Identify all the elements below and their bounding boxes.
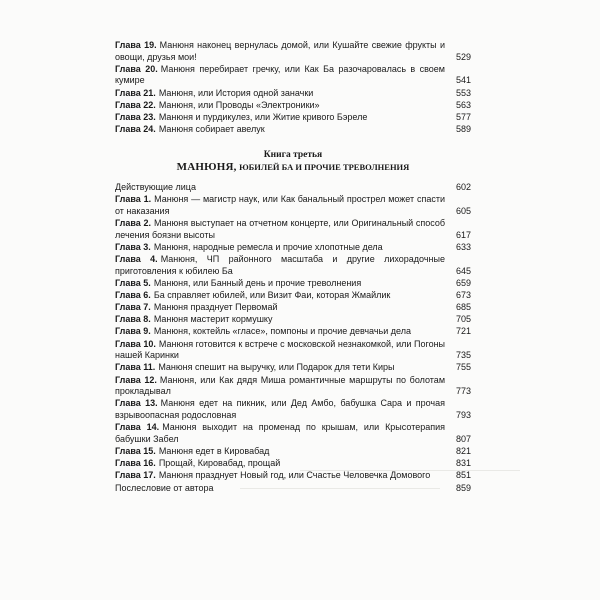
toc-entry-text: [115, 398, 453, 421]
page-number: 859: [455, 482, 471, 493]
toc-entry: [115, 124, 471, 136]
toc-entry: [115, 362, 471, 374]
toc-entry-text: [115, 446, 453, 458]
chapter-label: Глава 5.: [115, 277, 151, 288]
chapter-label: Глава 1.: [115, 194, 152, 205]
chapter-title: Манюня, или Проводы «Электроники»: [158, 99, 320, 110]
toc-entry: [115, 182, 471, 194]
page-number: 807: [455, 433, 471, 444]
chapter-title: Манюня, или Как дядя Миша романтичные маршруты по болотам прокладывал: [115, 374, 446, 397]
chapter-title: Манюня, или История одной заначки: [158, 87, 314, 98]
toc-entry-text: [115, 422, 453, 445]
book-title: [115, 161, 471, 174]
toc-entry: [115, 470, 471, 482]
chapter-title: Манюня наконец вернулась домой, или Кушайте свежие фрукты и овощи, друзья мои!: [115, 40, 446, 62]
chapter-label: Глава 8.: [115, 314, 151, 325]
chapter-title: Манюня — магистр наук, или Как банальный прострел может спасти от наказания: [115, 194, 445, 216]
chapter-title: Манюня выступает на отчетном концерте, или Оригинальный способ лечения боязни высоты: [115, 217, 445, 240]
chapter-label: Глава 21.: [115, 87, 156, 98]
book-label: Книга третья: [263, 150, 323, 160]
toc-entry: [115, 422, 471, 445]
chapter-label: Глава 16.: [115, 458, 156, 469]
chapter-title: Манюня празднует Первомай: [153, 302, 278, 313]
toc-entry: [115, 112, 471, 124]
chapter-label: Глава 9.: [115, 326, 151, 337]
chapter-title: Манюня собирает авелук: [158, 124, 265, 135]
toc-entry-text: [115, 314, 453, 326]
chapter-title: Манюня едет в Кировабад: [158, 445, 270, 456]
toc-entry: [115, 302, 471, 314]
chapter-title: Послесловие от автора: [115, 482, 214, 493]
toc-entry: [115, 398, 471, 421]
chapter-label: Глава 11.: [115, 362, 156, 373]
chapter-label: Глава 10.: [115, 338, 156, 349]
page-number: 685: [455, 302, 471, 313]
page-number: 577: [455, 111, 471, 122]
chapter-title: Манюня, или Банный день и прочие треволнения: [153, 277, 362, 288]
toc-entry: [115, 242, 471, 254]
toc-entry: [115, 64, 471, 87]
chapter-label: Глава 12.: [115, 374, 157, 385]
book-title-rest: ЮБИЛЕЙ БА И ПРОЧИЕ ТРЕВОЛНЕНИЯ: [239, 162, 410, 172]
page-number: 755: [455, 362, 471, 373]
page-number: 705: [455, 314, 471, 325]
toc-entry-text: [115, 254, 453, 277]
toc-entry: [115, 218, 471, 241]
toc-entry-text: [115, 182, 453, 194]
page-number: 617: [455, 229, 471, 240]
chapter-title: Манюня перебирает гречку, или Как Ба разочаровалась в своем кумире: [115, 63, 445, 86]
toc-entry: [115, 339, 471, 362]
chapter-label: Глава 23.: [115, 111, 156, 122]
toc-entry-text: [115, 64, 453, 87]
chapter-label: Глава 2.: [115, 217, 151, 228]
toc-entry-text: [115, 218, 453, 241]
chapter-title: Ба справляет юбилей, или Визит Фаи, которая Жмайлик: [153, 289, 391, 300]
page-number: 602: [455, 182, 471, 192]
chapter-label: Глава 17.: [115, 470, 156, 481]
toc-entry: [115, 40, 471, 63]
chapter-label: Глава 24.: [115, 124, 156, 135]
page-number: 633: [455, 241, 471, 252]
chapter-label: Глава 19.: [115, 40, 157, 50]
chapter-label: Глава 6.: [115, 289, 151, 300]
toc-section-book-three: [115, 182, 471, 495]
toc-entry-text: [115, 112, 453, 124]
chapter-title: Манюня спешит на выручку, или Подарок для тети Киры: [158, 362, 395, 373]
page-number: 541: [455, 75, 471, 86]
toc-entry-text: [115, 88, 453, 100]
toc-entry: [115, 458, 471, 470]
page-number: 659: [455, 277, 471, 288]
toc-entry: [115, 88, 471, 100]
toc-entry: [115, 314, 471, 326]
chapter-title: Манюня мастерит кормушку: [153, 314, 273, 325]
toc-entry: [115, 290, 471, 302]
chapter-label: Глава 4.: [115, 253, 158, 264]
toc-entry-text: [115, 242, 453, 254]
toc-entry-text: [115, 278, 453, 290]
page-number: 773: [455, 386, 471, 397]
chapter-label: Глава 3.: [115, 241, 151, 252]
toc-entry: [115, 100, 471, 112]
chapter-label: Глава 14.: [115, 422, 160, 433]
page-number: 821: [455, 445, 471, 456]
page-number: 563: [455, 99, 471, 110]
chapter-title: Манюня едет на пикник, или Дед Амбо, бабушка Сара и прочая взрывоопасная родословная: [115, 398, 445, 420]
toc-section-book-two: [115, 40, 471, 136]
toc-entry: [115, 278, 471, 290]
chapter-title: Манюня выходит на променад по крышам, или Крысотерапия бабушки Забел: [115, 422, 445, 444]
toc-entry-text: [115, 302, 453, 314]
toc-entry-text: [115, 40, 453, 63]
book-three-heading: [115, 149, 471, 174]
page-number: 529: [455, 51, 471, 62]
chapter-title: Манюня и пурдикулез, или Житие кривого Бэреле: [158, 111, 368, 122]
toc-entry-text: [115, 470, 453, 482]
page-number: 831: [455, 458, 471, 469]
toc-entry-text: [115, 124, 453, 136]
page-number: 673: [455, 289, 471, 300]
chapter-title: Манюня празднует Новый год, или Счастье Человечка Домового: [158, 470, 431, 481]
toc-entry-text: [115, 290, 453, 302]
toc-entry-text: [115, 339, 453, 362]
chapter-label: Глава 13.: [115, 398, 158, 409]
page-number: 851: [455, 470, 471, 481]
page-number: 793: [455, 410, 471, 420]
page-number: 735: [455, 350, 471, 361]
chapter-label: Глава 22.: [115, 99, 156, 110]
toc-entry-text: [115, 100, 453, 112]
toc-entry: [115, 326, 471, 338]
toc-entry: [115, 483, 471, 495]
chapter-title: Действующие лица: [115, 182, 196, 192]
toc-entry-text: [115, 458, 453, 470]
toc-entry-text: [115, 483, 453, 495]
toc-entry-text: [115, 375, 453, 398]
toc-entry-text: [115, 362, 453, 374]
chapter-label: Глава 15.: [115, 445, 156, 456]
toc-entry: [115, 194, 471, 217]
toc-entry-text: [115, 326, 453, 338]
page-number: 589: [455, 124, 471, 135]
toc-entry-text: [115, 194, 453, 217]
toc-entry: [115, 375, 471, 398]
page-number: 605: [455, 205, 471, 216]
chapter-title: Манюня, народные ремесла и прочие хлопотные дела: [153, 241, 383, 252]
page-number: 645: [455, 265, 471, 276]
chapter-title: Манюня готовится к встрече с московской незнакомкой, или Погоны нашей Каринки: [115, 338, 446, 361]
chapter-label: Глава 20.: [115, 63, 158, 74]
chapter-title: Манюня, коктейль «гласе», помпоны и прочие девчачьи дела: [153, 326, 411, 337]
toc-entry: [115, 446, 471, 458]
chapter-title: Прощай, Кировабад, прощай: [158, 458, 281, 469]
page-number: 553: [455, 87, 471, 98]
book-title-main: МАНЮНЯ,: [176, 161, 237, 173]
chapter-title: Манюня, ЧП районного масштаба и другие лихорадочные приготовления к юбилею Ба: [115, 253, 445, 276]
toc-entry: [115, 254, 471, 277]
page-number: 721: [455, 326, 471, 337]
chapter-label: Глава 7.: [115, 302, 151, 313]
